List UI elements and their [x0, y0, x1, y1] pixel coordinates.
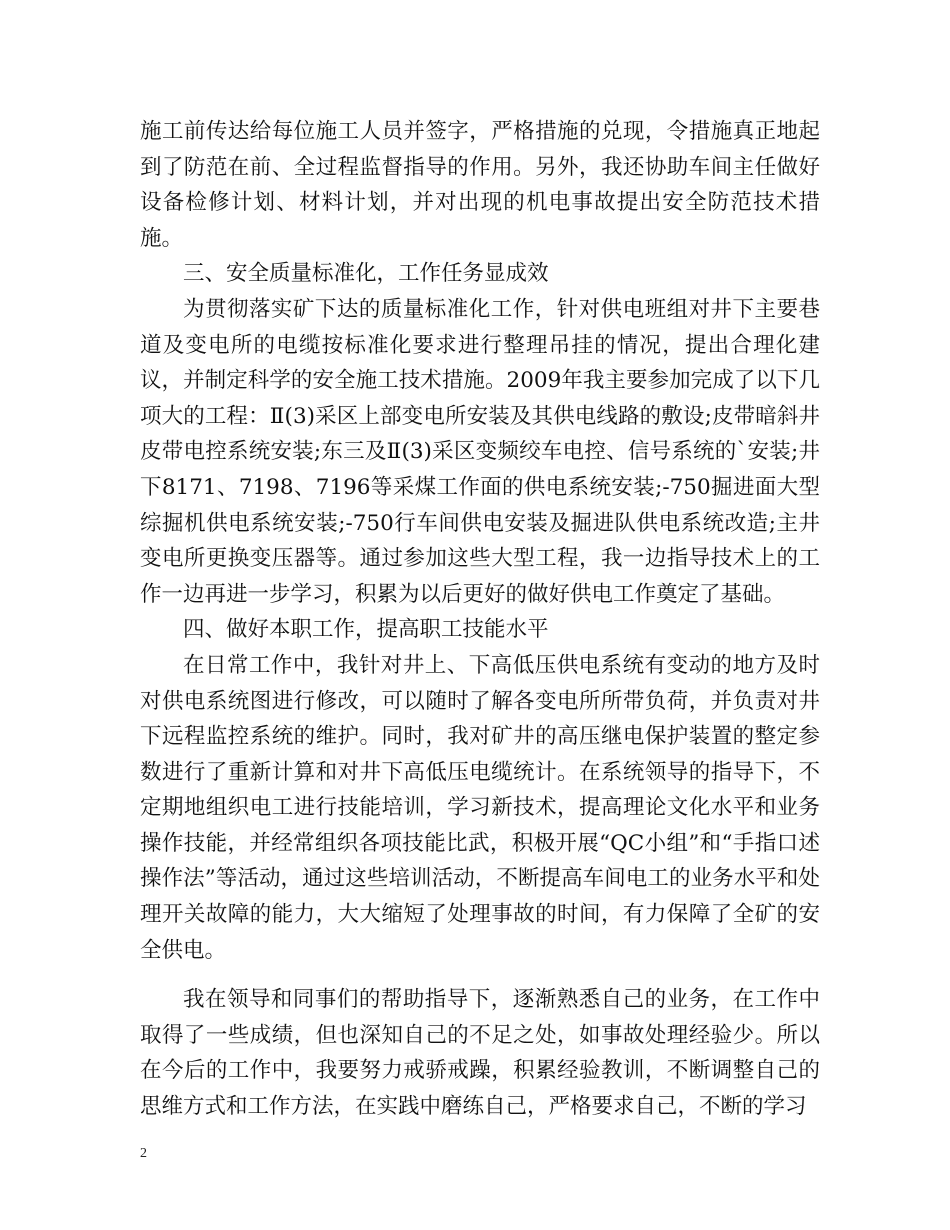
section-heading-4: 四、做好本职工作，提高职工技能水平 [183, 617, 549, 643]
paragraph-quality-standardization: 为贯彻落实矿下达的质量标准化工作，针对供电班组对井下主要巷道及变电所的电缆按标准化要求进行整理吊挂的情况，提出合理化建议，并制定科学的安全施工技术措施。2009年我主要参加完成了以下几项大的工程：Ⅱ(3)采区上部变电所安装及其供电线路的敷设;皮带暗斜井皮带电控系统安装;东三及Ⅱ(3)采区变频绞车电控、信号系统的`安装;井下8171、7198、7196等采煤工作面的供电系统安装;-750掘进面大型综掘机供电系统安装;-750行车间供电安装及掘进队供电系统改造;主井变电所更换变压器等。通过参加这些大型工程，我一边指导技术上的工作一边再进一步学习，积累为以后更好的做好供电工作奠定了基础。 [140, 296, 820, 607]
document-body [140, 114, 820, 1125]
page-number: 2 [140, 1146, 147, 1161]
paragraph-daily-work: 在日常工作中，我针对井上、下高低压供电系统有变动的地方及时对供电系统图进行修改，可以随时了解各变电所所带负荷，并负责对井下远程监控系统的维护。同时，我对矿井的高压继电保护装置的整定参数进行了重新计算和对井下高低压电缆统计。在系统领导的指导下，不定期地组织电工进行技能培训，学习新技术，提高理论文化水平和业务操作技能，并经常组织各项技能比武，积极开展“QC小组”和“手指口述操作法”等活动，通过这些培训活动，不断提高车间电工的业务水平和处理开关故障的能力，大大缩短了处理事故的时间，有力保障了全矿的安全供电。 [140, 652, 820, 963]
paragraph-continuation: 施工前传达给每位施工人员并签字，严格措施的兑现，令措施真正地起到了防范在前、全过程监督指导的作用。另外，我还协助车间主任做好设备检修计划、材料计划，并对出现的机电事故提出安全防范技术措施。 [140, 119, 820, 251]
paragraph-conclusion: 我在领导和同事们的帮助指导下，逐渐熟悉自己的业务，在工作中取得了一些成绩，但也深知自己的不足之处，如事故处理经验少。所以在今后的工作中，我要努力戒骄戒躁，积累经验教训，不断调整自己的思维方式和工作方法，在实践中磨练自己，严格要求自己，不断的学习 [140, 987, 820, 1120]
section-heading-3: 三、安全质量标准化，工作任务显成效 [183, 261, 549, 287]
